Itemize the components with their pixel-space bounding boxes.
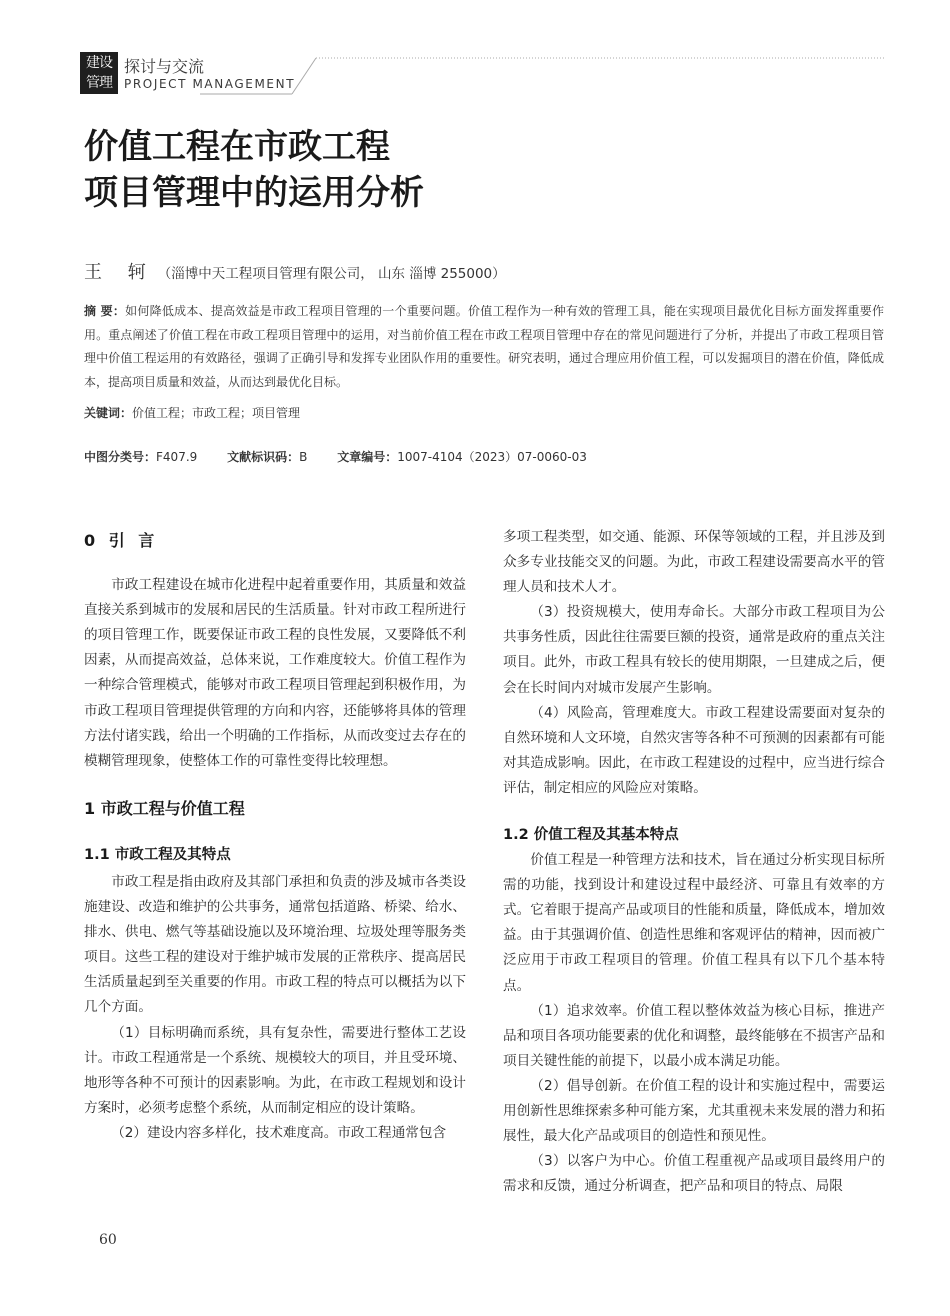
paragraph-1-1: 市政工程是指由政府及其部门承担和负责的涉及城市各类设施建设、改造和维护的公共事务，通常包括道路、桥梁、给水、排水、供电、燃气等基础设施以及环境治理、垃圾处理等服务类项目。这些工程的建设对于维护城市发展的正常秩序、提高居民生活质量起到至关重要的作用。市政工程的特点可以概括为以下几个方面。	[84, 873, 466, 1016]
abstract	[84, 300, 884, 394]
paragraph-1-1-4: （4）风险高，管理难度大。市政工程建设需要面对复杂的自然环境和人文环境，自然灾害等各种不可预测的因素都有可能对其造成影响。因此，在市政工程建设的过程中，应当进行综合评估，制定相应的风险应对策略。	[503, 704, 885, 796]
article-no-label: 文章编号：	[337, 450, 398, 464]
page-number: 60	[99, 1232, 117, 1248]
paragraph-continued: 多项工程类型，如交通、能源、环保等领域的工程，并且涉及到众多专业技能交叉的问题。为此，市政工程建设需要高水平的管理人员和技术人才。	[503, 529, 885, 596]
right-column	[503, 525, 885, 1199]
author-name: 王 轲	[84, 262, 156, 283]
clc-value: F407.9	[156, 450, 198, 464]
classification-line	[84, 448, 613, 465]
document-code	[227, 448, 307, 465]
title-line-2: 项目管理中的运用分析	[84, 173, 424, 213]
author-affiliation: （淄博中天工程项目管理有限公司， 山东 淄博 255000）	[157, 266, 506, 282]
heading-section-1: 1 市政工程与价值工程	[84, 798, 245, 818]
paragraph-1-2-1: （1）追求效率。价值工程以整体效益为核心目标，推进产品和项目各项功能要素的优化和调整，最终能够在不损害产品和项目关键性能的前提下，以最小成本满足功能。	[503, 1002, 885, 1069]
abstract-label: 摘 要：	[84, 304, 126, 318]
paragraph-1-2-2: （2）倡导创新。在价值工程的设计和实施过程中，需要运用创新性思维探索多种可能方案，尤其重视未来发展的潜力和拓展性，最大化产品或项目的创造性和预见性。	[503, 1077, 885, 1145]
paragraph-1-2: 价值工程是一种管理方法和技术，旨在通过分析实现目标所需的功能，找到设计和建设过程中最经济、可靠且有效率的方式。它着眼于提高产品或项目的性能和质量，降低成本，增加效益。由于其强调价值、创造性思维和客观评估的精神，因而被广泛应用于市政工程项目的管理。价值工程具有以下几个基本特点。	[503, 852, 885, 994]
article-no-value: 1007-4104（2023）07-0060-03	[397, 450, 587, 464]
author-line	[84, 258, 506, 284]
paragraph-1-2-3: （3）以客户为中心。价值工程重视产品或项目最终用户的需求和反馈，通过分析调查，把产品和项目的特点、局限	[503, 1153, 885, 1195]
paragraph-1-1-3: （3）投资规模大，使用寿命长。大部分市政工程项目为公共事务性质，因此往往需要巨额的投资，通常是政府的重点关注项目。此外，市政工程具有较长的使用期限，一旦建成之后，便会在长时间内对城市发展产生影响。	[503, 604, 885, 696]
doc-code-value: B	[299, 450, 308, 464]
doc-code-label: 文献标识码：	[227, 450, 300, 464]
heading-introduction: 0 引 言	[84, 531, 159, 550]
paragraph-introduction: 市政工程建设在城市化进程中起着重要作用，其质量和效益直接关系到城市的发展和居民的生活质量。针对市政工程所进行的项目管理工作，既要保证市政工程的良性发展，又要降低不利因素，从而提高效益，总体来说，工作难度较大。价值工程作为一种综合管理模式，能够对市政工程项目管理起到积极作用，为市政工程项目管理提供管理的方向和内容，还能够将具体的管理方法付诸实践，给出一个明确的工作指标，从而改变过去存在的模糊管理现象，使整体工作的可靠性变得比较理想。	[84, 577, 466, 769]
journal-header	[80, 52, 885, 96]
clc-number	[84, 448, 197, 465]
title-line-1: 价值工程在市政工程	[84, 127, 390, 167]
paragraph-1-1-2: （2）建设内容多样化，技术难度高。市政工程通常包含	[111, 1124, 447, 1141]
clc-label: 中图分类号：	[84, 450, 157, 464]
section-title-cn: 探讨与交流	[124, 57, 205, 76]
left-column	[84, 525, 466, 1146]
heading-section-1-2: 1.2 价值工程及其基本特点	[503, 827, 679, 844]
heading-section-1-1: 1.1 市政工程及其特点	[84, 846, 231, 863]
paragraph-1-1-1: （1）目标明确而系统，具有复杂性，需要进行整体工艺设计。市政工程通常是一个系统、规模较大的项目，并且受环境、地形等各种不可预计的因素影响。为此，在市政工程规划和设计方案时，必须考虑整个系统，从而制定相应的设计策略。	[84, 1024, 466, 1116]
logo-line-1: 建设	[86, 55, 112, 71]
abstract-text: 如何降低成本、提高效益是市政工程项目管理的一个重要问题。价值工程作为一种有效的管理工具，能在实现项目最优化目标方面发挥重要作用。重点阐述了价值工程在市政工程项目管理中的运用，对当前价值工程在市政工程项目管理中存在的常见问题进行了分析，并提出了市政工程项目管理中价值工程运用的有效路径，强调了正确引导和发挥专业团队作用的重要性。研究表明，通过合理应用价值工程，可以发掘项目的潜在价值，降低成本，提高项目质量和效益，从而达到最优化目标。	[84, 304, 884, 389]
article-title	[84, 124, 424, 216]
keywords: 价值工程；市政工程；项目管理	[132, 406, 301, 420]
header-rule	[80, 52, 885, 96]
keywords-label: 关键词：	[84, 406, 133, 420]
article-number	[337, 448, 587, 465]
logo-line-2: 管理	[86, 75, 112, 91]
section-title-en: PROJECT MANAGEMENT	[124, 77, 296, 91]
keywords-line	[84, 404, 300, 421]
